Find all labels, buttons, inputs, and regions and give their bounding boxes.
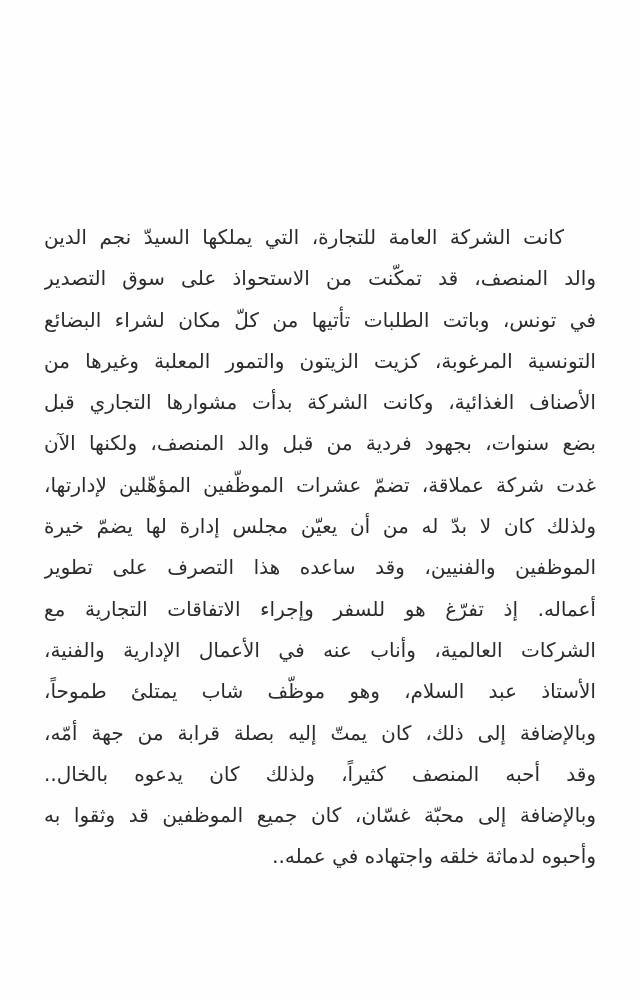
paragraph-line: الأصناف الغذائية، وكانت الشركة بدأت مشوارها التجاري قبل [44, 390, 596, 415]
paragraph-line: وبالإضافة إلى ذلك، كان يمتّ إليه بصلة قرابة من جهة أمّه، [44, 720, 596, 745]
paragraph-line: وأحبوه لدماثة خلقه واجتهاده في عمله.. [272, 844, 596, 869]
paragraph-line: وقد أحبه المنصف كثيراً، ولذلك كان يدعوه بالخال.. [44, 761, 596, 786]
paragraph-line: أعماله. إذ تفرّغ هو للسفر وإجراء الاتفاقات التجارية مع [44, 596, 596, 621]
paragraph-line: ولذلك كان لا بدّ له من أن يعيّن مجلس إدارة لها يضمّ خيرة [44, 514, 596, 539]
paragraph-line: والد المنصف، قد تمكّنت من الاستحواذ على سوق التصدير [44, 266, 596, 291]
paragraph-line: التونسية المرغوبة، كزيت الزيتون والتمور المعلبة وغيرها من [44, 348, 596, 373]
paragraph-line: وبالإضافة إلى محبّة غسّان، كان جميع الموظفين قد وثقوا به [44, 803, 596, 828]
paragraph-line: الأستاذ عبد السلام، وهو موظّف شاب يمتلئ طموحاً، [44, 679, 596, 704]
paragraph-line: الموظفين والفنيين، وقد ساعده هذا التصرف على تطوير [44, 555, 596, 580]
arabic-paragraph [44, 217, 596, 878]
paragraph-line: الشركات العالمية، وأناب عنه في الأعمال الإدارية والفنية، [44, 637, 596, 662]
paragraph-line: كانت الشركة العامة للتجارة، التي يملكها السيدّ نجم الدين [44, 225, 564, 249]
paragraph-line: غدت شركة عملاقة، تضمّ عشرات الموظّفين المؤهّلين لإدارتها، [44, 472, 596, 497]
paragraph-line: في تونس، وباتت الطلبات تأتيها من كلّ مكان لشراء البضائع [44, 307, 596, 332]
paragraph-line: بضع سنوات، بجهود فردية من قبل والد المنصف، ولكنها الآن [44, 431, 596, 456]
